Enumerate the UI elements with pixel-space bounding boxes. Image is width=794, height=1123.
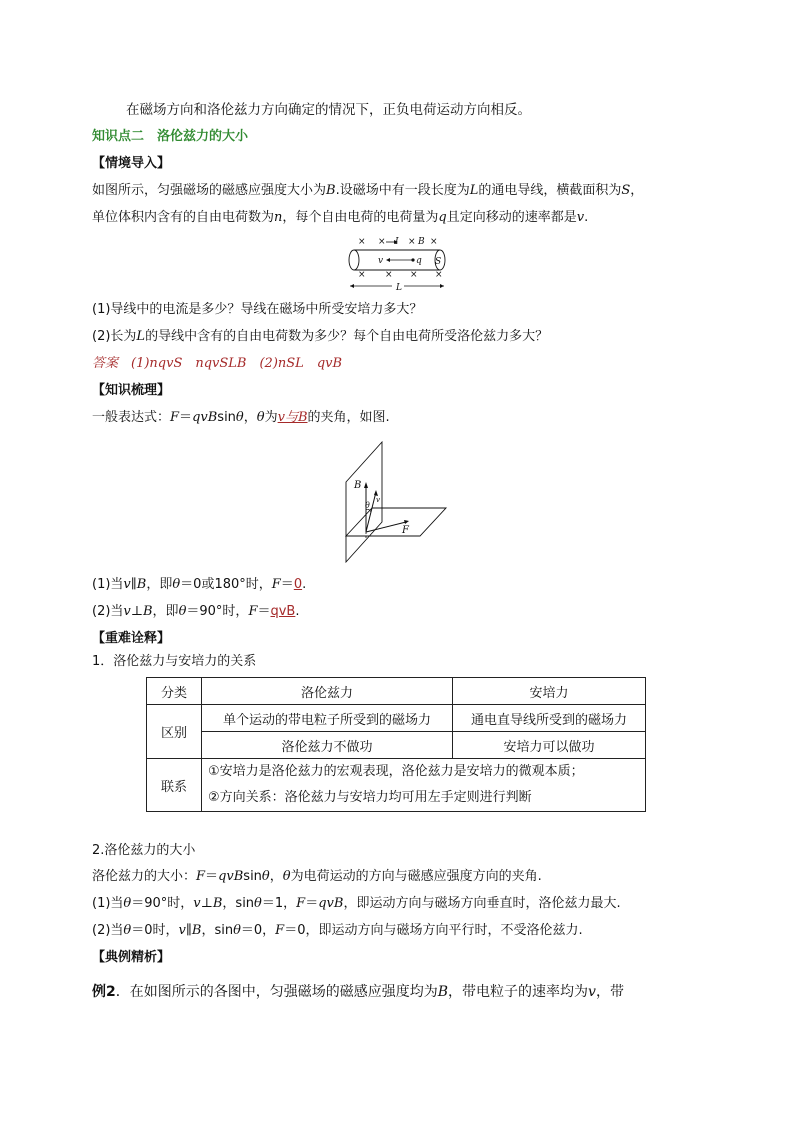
charge-dot (411, 258, 414, 261)
heading-knowledge (92, 382, 170, 400)
case-1 (92, 576, 306, 594)
table-row-label: 区别 (147, 705, 202, 759)
symbol: θ (254, 896, 262, 911)
text: ， (630, 183, 644, 198)
text: ＝90°时， (186, 604, 249, 619)
symbol: v⊥B (193, 896, 223, 911)
symbol: F (275, 923, 285, 938)
text: 洛伦兹力的大小： (92, 869, 197, 884)
symbol: L (136, 329, 146, 344)
text: ，sin (201, 923, 234, 938)
cross-mark: × (430, 237, 438, 247)
length-arrow-head-left (350, 284, 354, 288)
text: ＝ (305, 896, 319, 911)
symbol: qvB (218, 869, 244, 884)
subhead-size-text: 2.洛伦兹力的大小 (92, 843, 196, 858)
point-2 (92, 922, 583, 940)
velocity-arrow-head (386, 258, 390, 262)
text: 的夹角，如图. (307, 410, 390, 425)
text: ，即运动方向与磁场方向垂直时，洛伦兹力最大. (343, 896, 621, 911)
text: ．在如图所示的各图中，匀强磁场的磁感应强度均为 (115, 984, 438, 1000)
symbol: n (274, 210, 283, 225)
label-S: S (435, 257, 442, 267)
text: ， (269, 869, 283, 884)
symbol: v⊥B (123, 604, 153, 619)
heading-explanation-text: 【重难诠释】 (92, 631, 171, 646)
question-1 (92, 301, 422, 319)
underlined-answer: qvB (270, 604, 296, 619)
label-v: v (378, 256, 384, 266)
F-vector-head (404, 520, 409, 524)
answer-line (92, 355, 342, 373)
paragraph-line-1 (92, 182, 643, 200)
symbol: θ (178, 604, 187, 619)
table-row-label: 联系 (147, 759, 202, 812)
underlined-answer: 0 (293, 577, 303, 592)
question-2 (92, 328, 548, 346)
symbol: F (170, 410, 180, 425)
symbol: qvB (318, 896, 344, 911)
label-F: F (402, 525, 409, 536)
symbol: F (196, 869, 206, 884)
text: (1)当 (92, 896, 124, 911)
text: ＝ (205, 869, 219, 884)
text: ，带电粒子的速率均为 (448, 984, 589, 1000)
intro-text: 在磁场方向和洛伦兹力方向确定的情况下，正负电荷运动方向相反。 (126, 102, 531, 118)
table-cell: 洛伦兹力不做功 (202, 732, 453, 759)
text: ，带 (595, 984, 624, 1000)
text: ＝ (179, 410, 193, 425)
heading-situation (92, 155, 170, 173)
table-row (147, 759, 646, 812)
text: 的通电导线，横截面积为 (478, 183, 622, 198)
symbol: v∥B (123, 577, 147, 592)
F-vector-line (366, 522, 406, 532)
subhead-relation-text: 1．洛伦兹力与安培力的关系 (92, 654, 257, 669)
subhead-relation (92, 653, 256, 671)
cross-mark: × (378, 237, 386, 247)
label-B: B (418, 237, 425, 247)
text: ， (243, 410, 257, 425)
text: 为电荷运动的方向与磁感应强度方向的夹角. (290, 869, 542, 884)
symbol: θ (235, 410, 244, 425)
text: ＝0时， (131, 923, 179, 938)
label-L: L (396, 283, 402, 293)
text: ，每个自由电荷的电荷量为 (282, 210, 439, 225)
text: . (295, 604, 300, 619)
label-q: q (416, 256, 422, 266)
table-cell: 单个运动的带电粒子所受到的磁场力 (202, 705, 453, 732)
text: ＝90°时， (131, 896, 194, 911)
intro-line (126, 101, 531, 119)
heading-knowledge-text: 【知识梳理】 (92, 383, 171, 398)
label-v: v (376, 496, 380, 504)
point-1 (92, 895, 621, 913)
table-cell: 通电直导线所受到的磁场力 (453, 705, 646, 732)
cross-mark: × (435, 270, 443, 280)
symbol: qvB (192, 410, 218, 425)
text: (2)当 (92, 923, 124, 938)
table-cell (202, 759, 646, 812)
symbol: q (438, 210, 447, 225)
relation-line-2: ②方向关系：洛伦兹力与安培力均可用左手定则进行判断 (208, 790, 532, 805)
text: . (584, 210, 589, 225)
cross-mark: × (408, 237, 416, 247)
table-row (147, 705, 646, 732)
table-header-cell: 安培力 (453, 678, 646, 705)
text: ＝0或180°时， (180, 577, 272, 592)
B-vector-head (364, 482, 368, 488)
section-title (92, 128, 248, 146)
size-expression (92, 868, 542, 886)
label-B: B (354, 480, 362, 491)
symbol: v (576, 210, 585, 225)
cross-mark: × (358, 237, 366, 247)
symbol: θ (261, 869, 270, 884)
text: ＝0， (240, 923, 276, 938)
cross-mark: × (385, 270, 393, 280)
wire-left-end (349, 250, 359, 270)
example-number: 例2 (92, 984, 116, 1000)
table-header-cell: 洛伦兹力 (202, 678, 453, 705)
text: ＝ (280, 577, 294, 592)
text: .设磁场中有一段长度为 (335, 183, 470, 198)
table-cell: 安培力可以做功 (453, 732, 646, 759)
symbol: F (271, 577, 281, 592)
cross-mark: × (410, 270, 418, 280)
section-title-text: 知识点二 洛伦兹力的大小 (92, 129, 249, 144)
text: (2)长为 (92, 329, 137, 344)
symbol: L (469, 183, 479, 198)
heading-explanation (92, 630, 170, 648)
symbol: θ (123, 923, 132, 938)
text: 如图所示，匀强磁场的磁感应强度大小为 (92, 183, 327, 198)
text: 为 (264, 410, 278, 425)
text: ，即 (152, 604, 179, 619)
symbol: θ (172, 577, 181, 592)
text: . (302, 577, 307, 592)
text: ，sin (222, 896, 255, 911)
text: ＝ (257, 604, 271, 619)
general-expression (92, 409, 390, 427)
text: (1)当 (92, 577, 124, 592)
text: 一般表达式： (92, 410, 171, 425)
symbol: B (326, 183, 336, 198)
label-theta: θ (365, 501, 370, 510)
symbol: θ (123, 896, 132, 911)
length-arrow-head-right (440, 284, 444, 288)
text: sin (217, 410, 236, 425)
wire-in-field-figure (340, 232, 460, 294)
underlined-answer: v与B (277, 410, 308, 425)
symbol: θ (233, 923, 241, 938)
table-row (147, 732, 646, 759)
table-row (147, 678, 646, 705)
symbol: θ (282, 869, 291, 884)
case-2 (92, 603, 300, 621)
symbol: F (296, 896, 306, 911)
text: ＝0，即运动方向与磁场方向平行时，不受洛伦兹力. (284, 923, 583, 938)
question-1-text: (1)导线中的电流是多少？导线在磁场中所受安培力多大？ (92, 302, 423, 317)
text: 单位体积内含有的自由电荷数为 (92, 210, 275, 225)
symbol: θ (256, 410, 265, 425)
symbol: F (248, 604, 258, 619)
text: sin (243, 869, 262, 884)
answer-text: 答案 (1)nqvS nqvSLB (2)nSL qvB (92, 356, 343, 371)
example-line (92, 983, 624, 1001)
heading-example-text: 【典例精析】 (92, 950, 171, 965)
text: (2)当 (92, 604, 124, 619)
symbol: v∥B (178, 923, 202, 938)
text: 且定向移动的速率都是 (446, 210, 577, 225)
table-header-cell: 分类 (147, 678, 202, 705)
heading-situation-text: 【情境导入】 (92, 156, 171, 171)
horizontal-plane (346, 508, 446, 536)
symbol: v (588, 984, 596, 1000)
text: 的导线中含有的自由电荷数为多少？每个自由电荷所受洛伦兹力多大？ (145, 329, 549, 344)
symbol: S (621, 183, 631, 198)
symbol: B (437, 984, 449, 1000)
comparison-table (146, 677, 646, 812)
paragraph-line-2 (92, 209, 588, 227)
plane-angle-figure (338, 436, 448, 564)
relation-line-1: ①安培力是洛伦兹力的宏观表现，洛伦兹力是安培力的微观本质； (208, 764, 584, 779)
text: ，即 (146, 577, 173, 592)
subhead-size (92, 842, 195, 860)
cross-mark: × (358, 270, 366, 280)
heading-example (92, 949, 170, 967)
text: ＝1， (261, 896, 297, 911)
